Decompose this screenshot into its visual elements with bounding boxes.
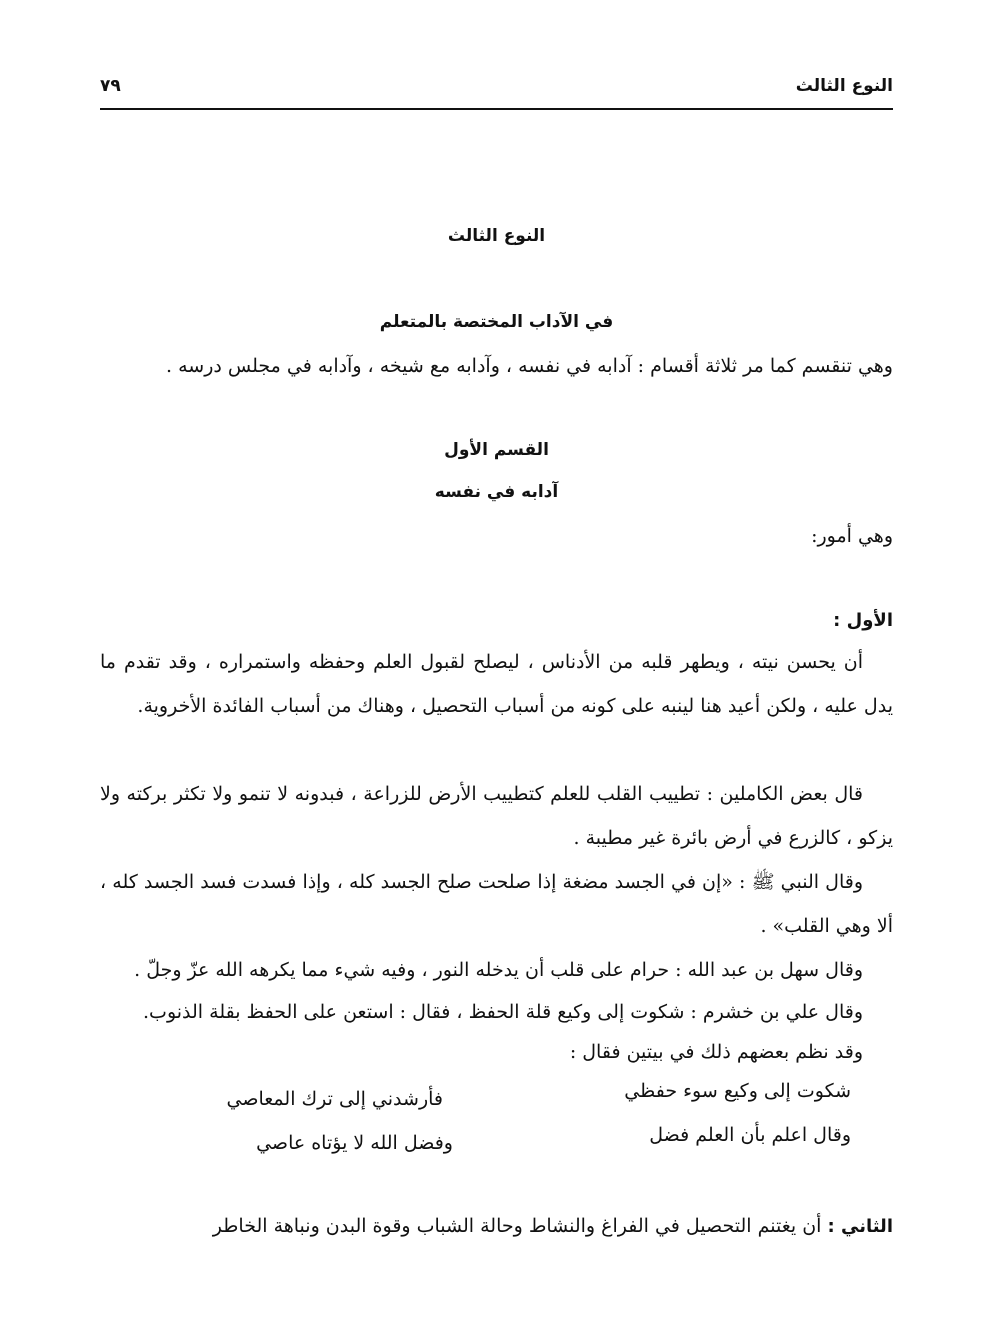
first-label-line xyxy=(100,598,893,643)
verse-2-second-half: وفضل الله لا يؤتاه عاصي xyxy=(256,1132,453,1154)
chapter-subtitle: في الآداب المختصة بالمتعلم xyxy=(379,312,614,332)
page-number: ٧٩ xyxy=(100,76,121,96)
second-paragraph xyxy=(100,1204,893,1249)
first-paragraph-1: أن يحسن نيته ، ويطهر قلبه من الأدناس ، ليصلح لقبول العلم وحفظه واستمراره ، وقد تقدم ما يدل عليه ، ولكن أعيد هنا لينبه على كونه من أسباب التحصيل ، وهناك من أسباب الفائدة الأخروية. xyxy=(100,651,893,717)
second-text: أن يغتنم التحصيل في الفراغ والنشاط وحالة الشباب وقوة البدن ونباهة الخاطر xyxy=(212,1215,822,1237)
first-label: الأول : xyxy=(833,610,893,631)
first-paragraph-4: وقال سهل بن عبد الله : حرام على قلب أن يدخله النور ، وفيه شيء مما يكرهه الله عزّ وجلّ . xyxy=(134,959,863,981)
chapter-title: النوع الثالث xyxy=(447,226,546,246)
verse-2-first-half: وقال اعلم بأن العلم فضل xyxy=(649,1124,851,1146)
first-paragraph-3: وقال النبي ﷺ : «إن في الجسد مضغة إذا صلحت صلح الجسد كله ، وإذا فسدت فسد الجسد كله ، ألا وهي القلب» . xyxy=(100,871,893,937)
section-subtitle: آدابه في نفسه xyxy=(434,482,559,502)
second-label: الثاني : xyxy=(827,1216,893,1237)
verse-1-second-half: فأرشدني إلى ترك المعاصي xyxy=(226,1088,443,1110)
page-header xyxy=(100,72,893,110)
intro-paragraph: وهي تنقسم كما مر ثلاثة أقسام : آدابه في نفسه ، وآدابه مع شيخه ، وآدابه في مجلس درسه . xyxy=(166,355,893,377)
first-paragraph-6: وقد نظم بعضهم ذلك في بيتين فقال : xyxy=(569,1041,863,1063)
running-title: النوع الثالث xyxy=(795,76,893,96)
first-paragraph-5: وقال علي بن خشرم : شكوت إلى وكيع قلة الحفظ ، فقال : استعن على الحفظ بقلة الذنوب. xyxy=(143,1001,863,1023)
verse-1-first-half: شكوت إلى وكيع سوء حفظي xyxy=(624,1080,851,1102)
section-intro: وهي أمور: xyxy=(811,525,893,547)
section-title: القسم الأول xyxy=(444,440,549,460)
first-paragraph-2: قال بعض الكاملين : تطييب القلب للعلم كتطييب الأرض للزراعة ، فبدونه لا تنمو ولا تكثر بركته ولا يزكو ، كالزرع في أرض بائرة غير مطيبة . xyxy=(100,783,893,849)
